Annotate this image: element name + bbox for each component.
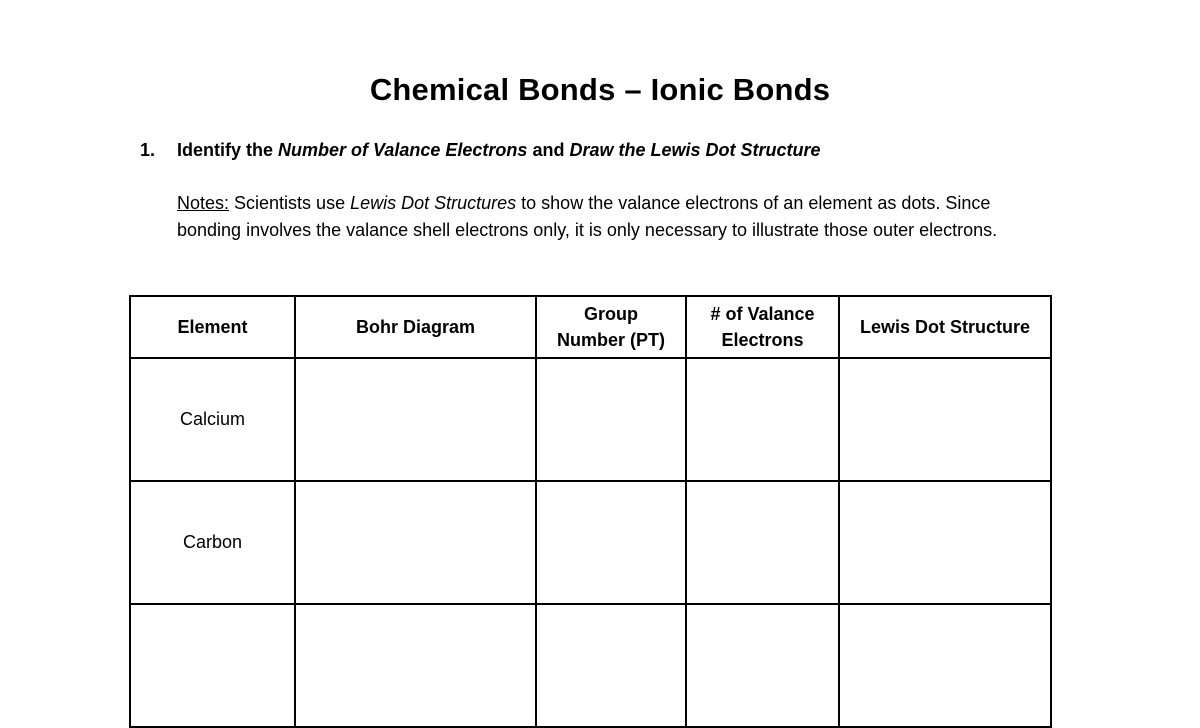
cell-lewis-dot-structure (839, 604, 1051, 727)
cell-element (130, 604, 295, 727)
cell-bohr-diagram (295, 481, 536, 604)
header-bohr-diagram: Bohr Diagram (295, 296, 536, 358)
cell-group-number (536, 358, 686, 481)
cell-lewis-dot-structure (839, 358, 1051, 481)
header-element: Element (130, 296, 295, 358)
table-row (130, 481, 1051, 604)
cell-element: Calcium (130, 358, 295, 481)
cell-valance-electrons (686, 358, 839, 481)
cell-bohr-diagram (295, 604, 536, 727)
question-text-part: and (527, 140, 570, 160)
notes-text-part: to show the valance electrons of an element as dots. Since bonding involves the valance shell electrons only, it is only necessary to illustrate those outer electrons. (177, 193, 998, 240)
header-group-line1: Group (584, 304, 638, 324)
notes-emphasis: Lewis Dot Structures (350, 193, 517, 213)
header-group-number (536, 296, 686, 358)
table-row (130, 358, 1051, 481)
table-row (130, 604, 1051, 727)
cell-bohr-diagram (295, 358, 536, 481)
notes-paragraph (177, 190, 1057, 244)
notes-label: Notes: (177, 193, 230, 213)
question-text-part: Identify the (177, 140, 279, 160)
header-valance-electrons (686, 296, 839, 358)
header-lewis-dot-structure: Lewis Dot Structure (839, 296, 1051, 358)
bonds-table (129, 295, 1052, 728)
cell-valance-electrons (686, 604, 839, 727)
table-header-row (130, 296, 1051, 358)
page-title: Chemical Bonds – Ionic Bonds (369, 72, 831, 107)
cell-lewis-dot-structure (839, 481, 1051, 604)
header-valance-line1: # of Valance (710, 304, 815, 324)
question-1 (140, 140, 821, 161)
notes-text-part: Scientists use (229, 193, 351, 213)
question-emphasis-lewis: Draw the Lewis Dot Structure (569, 140, 821, 160)
cell-valance-electrons (686, 481, 839, 604)
cell-element: Carbon (130, 481, 295, 604)
cell-group-number (536, 481, 686, 604)
question-number: 1. (140, 140, 156, 160)
header-valance-line2: Electrons (721, 330, 804, 350)
cell-group-number (536, 604, 686, 727)
header-group-line2: Number (PT) (557, 330, 665, 350)
question-emphasis-valance: Number of Valance Electrons (278, 140, 528, 160)
